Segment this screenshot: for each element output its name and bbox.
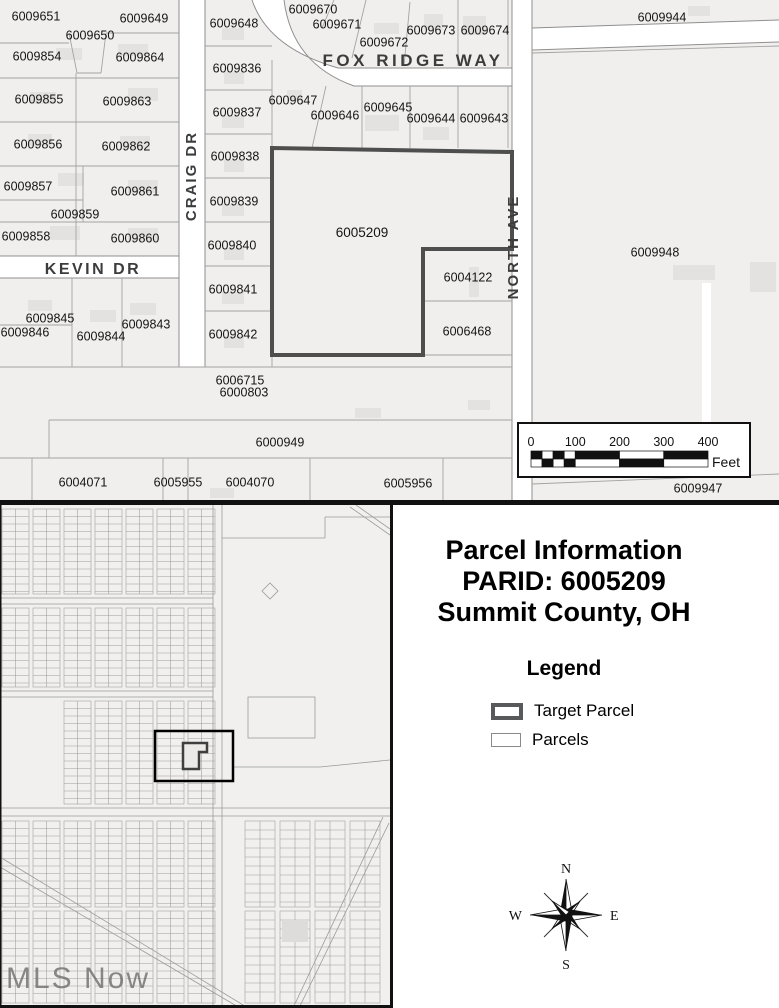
parcel-label-6009837: 6009837 [212,105,262,120]
parcel-label-6009860: 6009860 [110,231,160,246]
scale-tick-100: 100 [564,435,586,449]
parcel-label-6009854: 6009854 [12,49,62,64]
building-footprint [130,303,156,315]
parcel-label-6009845: 6009845 [25,311,75,326]
parcel-label-6009859: 6009859 [50,207,100,222]
scale-tick-400: 400 [697,435,719,449]
road-label-craig-dr: CRAIG DR [183,130,200,222]
building-footprint [750,262,776,292]
parcel-label-6009644: 6009644 [406,111,456,126]
building-footprint [673,265,715,280]
building-footprint [365,115,399,131]
parcel-label-6009839: 6009839 [209,194,259,209]
parcel-label-6009856: 6009856 [13,137,63,152]
compass-e-label: E [610,909,619,924]
parcel-label-6009858: 6009858 [1,229,51,244]
parcel-label-6009864: 6009864 [115,50,165,65]
parcel-label-6009862: 6009862 [101,139,151,154]
parcel-label-6009649: 6009649 [119,11,169,26]
building-footprint [58,173,84,186]
panel-title-line1: Parcel Information [445,535,683,565]
building-footprint [688,6,710,16]
road-label-kevin-dr: KEVIN DR [44,261,142,278]
building-footprint [28,300,52,311]
parcel-label-6009836: 6009836 [212,61,262,76]
parcel-label-6009840: 6009840 [207,238,257,253]
building-footprint [423,127,449,140]
parcel-label-6009651: 6009651 [11,9,61,24]
inset-overview-map [0,505,390,1008]
parcel-label-6009857: 6009857 [3,179,53,194]
parcel-label-6009846: 6009846 [0,325,50,340]
parcel-label-6009648: 6009648 [209,16,259,31]
parcel-label-6009645: 6009645 [363,100,413,115]
parcel-label-6009672: 6009672 [359,35,409,50]
parcels-swatch [491,733,521,747]
inset-watermark: MLS Now [6,962,151,995]
parcel-label-6009650: 6009650 [65,28,115,43]
compass-n-label: N [560,862,572,877]
target-parcel-swatch [491,703,523,720]
scale-bar [518,423,750,477]
parcel-label-6009842: 6009842 [208,327,258,342]
building-footprint [50,226,80,240]
parcel-label-6005956: 6005956 [383,476,433,491]
panel-title-line3: Summit County, OH [437,597,691,627]
building-footprint [210,488,234,498]
parcel-label-6004122: 6004122 [443,270,493,285]
panel-title [393,535,779,628]
parcel-label-6009861: 6009861 [110,184,160,199]
parcel-label-6009643: 6009643 [459,111,509,126]
road-label-north-ave: NORTH AVE [505,194,522,300]
scale-tick-300: 300 [653,435,675,449]
parcel-label-6009674: 6009674 [460,23,510,38]
building-footprint [355,408,381,418]
parcel-label-6000803: 6000803 [219,385,269,400]
target-parcel-label: 6005209 [335,225,389,240]
scale-unit-label: Feet [712,454,741,470]
parcel-label-6009947: 6009947 [673,481,723,496]
legend-item-label: Parcels [532,730,589,749]
parcel-label-6006468: 6006468 [442,324,492,339]
scale-tick-0: 0 [527,435,535,449]
building-footprint [90,310,116,322]
parcel-label-6009670: 6009670 [288,2,338,17]
parcel-label-6004070: 6004070 [225,475,275,490]
parcel-label-6009671: 6009671 [312,17,362,32]
compass-w-label: W [508,909,522,924]
legend-item-parcels [491,732,589,748]
inset-watermark-layer [6,962,150,995]
parcel-label-6009863: 6009863 [102,94,152,109]
parcel-label-6006715: 6006715 [215,373,265,388]
driveway [702,283,711,428]
parcel-label-6004071: 6004071 [58,475,108,490]
building-footprint [374,23,399,34]
compass-rose-icon [503,857,629,973]
info-panel [390,505,779,1008]
parcel-label-6009944: 6009944 [637,10,687,25]
inset-wooded-patch [282,920,308,942]
parcel-label-6009646: 6009646 [310,108,360,123]
building-footprint [468,400,490,410]
parcel-label-6009841: 6009841 [208,282,258,297]
parcel-label-6009673: 6009673 [406,23,456,38]
parcel-label-6009647: 6009647 [268,93,318,108]
parcel-label-6009838: 6009838 [210,149,260,164]
parcel-label-6005955: 6005955 [153,475,203,490]
inset-left-border [0,505,2,1008]
panel-title-line2: PARID: 6005209 [462,566,666,596]
legend-item-target-parcel [491,703,634,719]
parcel-label-6009844: 6009844 [76,329,126,344]
parcel-label-6009948: 6009948 [630,245,680,260]
legend-title: Legend [526,657,602,680]
parcel-label-6009843: 6009843 [121,317,171,332]
compass-s-label: S [562,958,570,973]
scale-tick-200: 200 [609,435,630,449]
parcel-label-6000949: 6000949 [255,435,305,450]
legend-item-label: Target Parcel [534,701,635,720]
parcel-label-6009855: 6009855 [14,92,64,107]
road-label-fox-ridge-way: FOX RIDGE WAY [322,51,504,70]
